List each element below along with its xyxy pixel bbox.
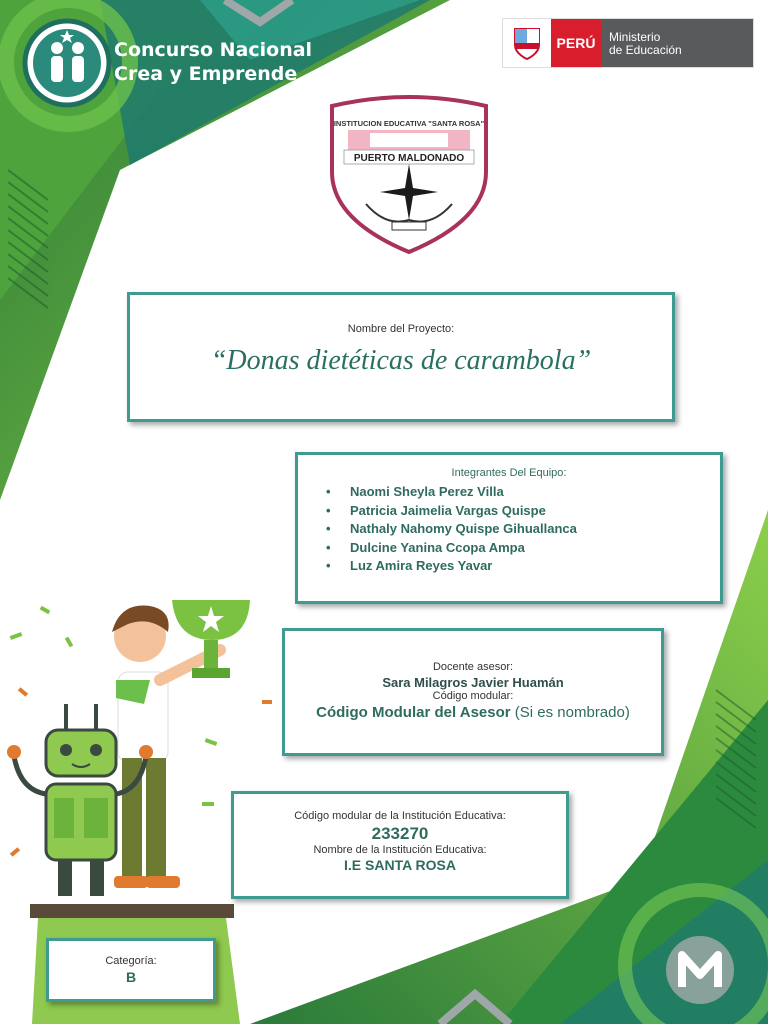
- team-label: Integrantes Del Equipo:: [451, 467, 567, 479]
- project-title: “Donas dietéticas de carambola”: [210, 345, 592, 376]
- category-box: [46, 938, 216, 1002]
- school-name-value: I.E SANTA ROSA: [343, 857, 456, 873]
- ministry-line1: Ministerio: [609, 30, 661, 44]
- team-member-list: [326, 483, 720, 576]
- category-label: Categoría:: [105, 955, 157, 967]
- team-member: • Dulcine Yanina Ccopa Ampa: [326, 539, 720, 558]
- crest-place-text: PUERTO MALDONADO: [353, 153, 465, 164]
- advisor-code-note: (Si es nombrado): [514, 704, 630, 721]
- project-name-label: Nombre del Proyecto:: [347, 323, 455, 335]
- school-crest: [326, 92, 492, 258]
- school-code-value: 233270: [371, 824, 429, 843]
- team-member: • Luz Amira Reyes Yavar: [326, 557, 720, 576]
- advisor-code: [285, 704, 661, 721]
- team-members-box: [295, 452, 723, 604]
- advisor-name: Sara Milagros Javier Huamán: [382, 675, 564, 690]
- contest-title: [114, 38, 312, 86]
- team-member: • Nathaly Nahomy Quispe Gihuallanca: [326, 520, 720, 539]
- category-value: B: [125, 969, 137, 985]
- ministry-name: [601, 19, 753, 67]
- school-code-label: Código modular de la Institución Educativa:: [294, 810, 506, 822]
- contest-logo: [22, 18, 112, 108]
- advisor-label: Docente asesor:: [432, 661, 514, 673]
- advisor-code-label: Código modular:: [432, 690, 514, 702]
- school-name-label: Nombre de la Institución Educativa:: [313, 844, 487, 856]
- peru-shield-icon: [503, 19, 551, 67]
- team-member: • Patricia Jaimelia Vargas Quispe: [326, 502, 720, 521]
- contest-title-line1: Concurso Nacional: [114, 39, 313, 61]
- advisor-code-value: Código Modular del Asesor: [316, 704, 511, 721]
- project-name-box: [127, 292, 675, 422]
- peru-label: PERÚ: [551, 19, 601, 67]
- team-member: • Naomi Sheyla Perez Villa: [326, 483, 720, 502]
- ministry-line2: de Educación: [609, 43, 682, 57]
- contest-title-line2: Crea y Emprende: [114, 63, 298, 85]
- advisor-box: [282, 628, 664, 756]
- school-info-box: [231, 791, 569, 899]
- crest-top-text: INSTITUCION EDUCATIVA "SANTA ROSA": [333, 119, 485, 128]
- ministry-logo: [502, 18, 754, 68]
- m-logo: [650, 925, 750, 1015]
